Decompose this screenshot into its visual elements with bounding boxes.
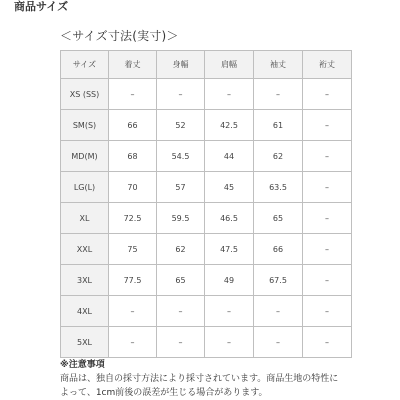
table-cell: – xyxy=(254,296,303,327)
table-row xyxy=(61,172,352,203)
table-cell: 65 xyxy=(157,265,205,296)
table-cell: – xyxy=(254,327,303,358)
table-cell: 75 xyxy=(109,234,157,265)
table-cell: 77.5 xyxy=(109,265,157,296)
header-shoulder-width: 肩幅 xyxy=(205,51,254,79)
table-header-row xyxy=(61,51,352,79)
table-cell: 59.5 xyxy=(157,203,205,234)
table-cell: 47.5 xyxy=(205,234,254,265)
table-cell: 70 xyxy=(109,172,157,203)
table-cell: – xyxy=(205,296,254,327)
size-table xyxy=(60,50,352,358)
size-label-cell: XXL xyxy=(61,234,109,265)
table-cell: 44 xyxy=(205,141,254,172)
header-size: サイズ xyxy=(61,51,109,79)
table-cell: 62 xyxy=(254,141,303,172)
table-cell: – xyxy=(303,234,352,265)
table-cell: – xyxy=(303,296,352,327)
notes-title: ※注意事項 xyxy=(60,360,105,370)
table-cell: – xyxy=(303,265,352,296)
table-cell: 66 xyxy=(254,234,303,265)
table-cell: – xyxy=(254,79,303,110)
table-cell: 54.5 xyxy=(157,141,205,172)
size-label-cell: XS (SS) xyxy=(61,79,109,110)
table-row xyxy=(61,141,352,172)
header-body-length: 着丈 xyxy=(109,51,157,79)
table-row xyxy=(61,110,352,141)
table-row xyxy=(61,203,352,234)
table-cell: 46.5 xyxy=(205,203,254,234)
table-row xyxy=(61,79,352,110)
size-label-cell: MD(M) xyxy=(61,141,109,172)
table-cell: 45 xyxy=(205,172,254,203)
table-cell: – xyxy=(157,327,205,358)
table-row xyxy=(61,296,352,327)
table-cell: – xyxy=(303,79,352,110)
table-cell: 57 xyxy=(157,172,205,203)
size-label-cell: SM(S) xyxy=(61,110,109,141)
size-label-cell: LG(L) xyxy=(61,172,109,203)
size-label-cell: XL xyxy=(61,203,109,234)
table-cell: 52 xyxy=(157,110,205,141)
table-cell: – xyxy=(303,172,352,203)
table-cell: 66 xyxy=(109,110,157,141)
notes-line: 商品は、独自の採寸方法により採寸されています。商品生地の特性に xyxy=(60,374,339,384)
table-cell: 62 xyxy=(157,234,205,265)
table-cell: 42.5 xyxy=(205,110,254,141)
table-cell: 67.5 xyxy=(254,265,303,296)
table-cell: – xyxy=(303,203,352,234)
table-row xyxy=(61,265,352,296)
table-cell: – xyxy=(109,296,157,327)
table-cell: – xyxy=(157,296,205,327)
table-cell: 63.5 xyxy=(254,172,303,203)
table-cell: 49 xyxy=(205,265,254,296)
table-cell: – xyxy=(303,141,352,172)
table-cell: – xyxy=(303,110,352,141)
size-label-cell: 5XL xyxy=(61,327,109,358)
size-label-cell: 4XL xyxy=(61,296,109,327)
table-cell: 68 xyxy=(109,141,157,172)
size-table-title: ＜サイズ寸法(実寸)＞ xyxy=(60,29,179,43)
header-body-width: 身幅 xyxy=(157,51,205,79)
table-cell: – xyxy=(157,79,205,110)
table-cell: – xyxy=(303,327,352,358)
notes-line: よって、1cm前後の誤差が生じる場合があります。 xyxy=(60,388,268,398)
table-row xyxy=(61,234,352,265)
header-yuki-length: 裄丈 xyxy=(303,51,352,79)
table-cell: – xyxy=(109,327,157,358)
table-row xyxy=(61,327,352,358)
table-cell: 65 xyxy=(254,203,303,234)
notes-section xyxy=(60,360,395,400)
page-title: 商品サイズ xyxy=(14,0,69,13)
table-cell: – xyxy=(205,327,254,358)
table-cell: – xyxy=(205,79,254,110)
header-sleeve-length: 袖丈 xyxy=(254,51,303,79)
table-cell: 72.5 xyxy=(109,203,157,234)
notes-body xyxy=(60,372,395,400)
table-cell: – xyxy=(109,79,157,110)
size-label-cell: 3XL xyxy=(61,265,109,296)
table-cell: 61 xyxy=(254,110,303,141)
